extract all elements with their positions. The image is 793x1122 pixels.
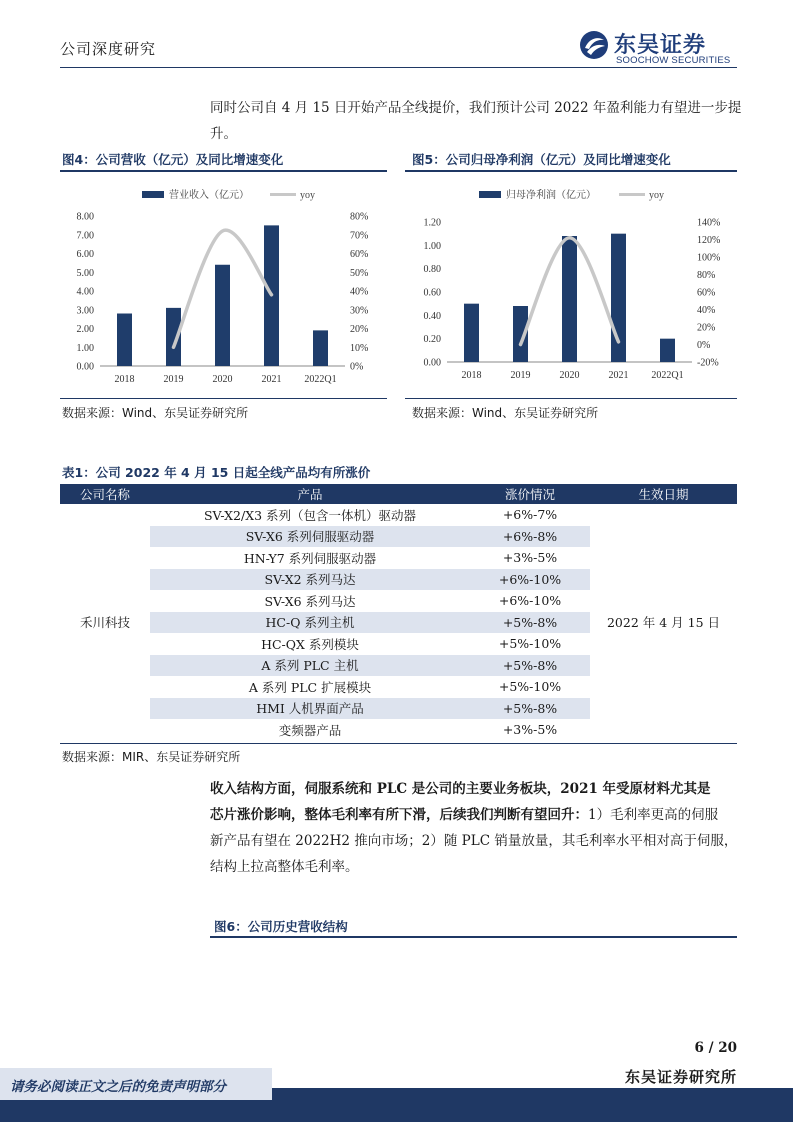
right-axis-tick-label: 60% [697, 287, 716, 299]
table1-bottom-rule [60, 743, 737, 744]
figure4-bottom-rule [60, 398, 387, 399]
figure4-top-rule [60, 170, 387, 172]
header-section-label: 公司深度研究 [60, 40, 157, 58]
left-axis-tick-label: 0.80 [423, 264, 441, 276]
price-change-cell: +5%-10% [498, 636, 562, 652]
right-axis-tick-label: 140% [697, 217, 721, 229]
left-axis-tick-label: 0.00 [423, 357, 441, 369]
logo-mark-icon [578, 30, 612, 62]
right-axis-tick-label: 40% [350, 286, 369, 298]
page-number: 6 / 20 [694, 1040, 737, 1056]
left-axis-tick-label: 0.60 [423, 287, 441, 299]
product-cell: A 系列 PLC 扩展模块 [248, 679, 372, 695]
left-axis-tick-label: 2.00 [76, 324, 94, 335]
table-row [60, 504, 737, 526]
body-line-2-normal: 1）毛利率更高的伺服 [588, 807, 719, 823]
right-axis-tick-label: 50% [350, 267, 369, 279]
left-axis-tick-label: 4.00 [76, 286, 94, 298]
right-axis-tick-label: 10% [350, 342, 369, 354]
left-axis-tick-label: 5.00 [76, 267, 94, 279]
logo-chinese-name: 东吴证券 [614, 33, 707, 58]
left-axis-tick-label: 0.00 [76, 361, 94, 373]
header-divider [60, 67, 737, 68]
right-axis-tick-label: 0% [697, 340, 711, 351]
bar [464, 304, 479, 362]
table-body [60, 504, 737, 741]
right-axis-tick-label: 80% [350, 211, 369, 223]
x-axis-tick-label: 2020 [559, 370, 580, 381]
left-axis-tick-label: 0.40 [423, 310, 441, 322]
product-cell: SV-X6 系列马达 [264, 593, 356, 609]
legend-bar-label: 营业收入（亿元） [169, 190, 249, 201]
price-change-cell: +5%-10% [498, 679, 562, 695]
x-axis-tick-label: 2019 [163, 374, 184, 385]
table-header-row [60, 484, 737, 504]
table1-source: 数据来源：MIR、东吴证券研究所 [62, 750, 241, 764]
legend-bar-swatch [479, 191, 501, 198]
right-axis-tick-label: 30% [350, 305, 369, 317]
right-axis-tick-label: 20% [697, 322, 716, 334]
product-cell: 变频器产品 [278, 722, 342, 738]
x-axis-tick-label: 2021 [608, 370, 629, 381]
header-company: 公司名称 [60, 484, 150, 504]
x-axis-tick-label: 2018 [461, 370, 482, 381]
price-change-cell: +3%-5% [502, 550, 558, 566]
x-axis-tick-label: 2018 [114, 374, 135, 385]
x-axis-tick-label: 2022Q1 [304, 374, 337, 385]
figure4-title: 图4：公司营收（亿元）及同比增速变化 [62, 152, 284, 167]
body-line-1: 收入结构方面，伺服系统和 PLC 是公司的主要业务板块，2021 年受原材料尤其是 [210, 781, 711, 797]
price-change-cell: +6%-8% [470, 526, 590, 548]
x-axis-tick-label: 2020 [212, 374, 233, 385]
price-change-cell: +3%-5% [502, 722, 558, 738]
header-price-change: 涨价情况 [470, 484, 590, 504]
right-axis-tick-label: 70% [350, 230, 369, 242]
bar [660, 339, 675, 362]
bar [562, 236, 577, 362]
right-axis-tick-label: 100% [697, 252, 721, 264]
right-axis-tick-label: 20% [350, 324, 369, 335]
bar [117, 314, 132, 367]
figure5-bottom-rule [405, 398, 737, 399]
net-profit-chart [405, 174, 737, 394]
right-axis-tick-label: -20% [697, 357, 719, 369]
body-line-4: 结构上拉高整体毛利率。 [210, 859, 359, 875]
chart-legend [142, 188, 315, 201]
right-axis-tick-label: 0% [350, 361, 364, 373]
legend-line-label: yoy [300, 190, 315, 201]
figure6-title: 图6：公司历史营收结构 [214, 919, 348, 934]
left-axis-tick-label: 1.00 [423, 240, 441, 252]
right-axis-tick-label: 40% [697, 305, 716, 316]
right-axis-tick-label: 60% [350, 249, 369, 260]
figure4-source: 数据来源：Wind、东吴证券研究所 [62, 406, 249, 420]
product-cell: HMI 人机界面产品 [150, 698, 470, 720]
x-axis-tick-label: 2019 [510, 370, 531, 381]
product-cell: HC-Q 系列主机 [150, 612, 470, 634]
footer-disclaimer: 请务必阅读正文之后的免责声明部分 [10, 1079, 226, 1095]
body-line-3: 新产品有望在 2022H2 推向市场；2）随 PLC 销量放量，其毛利率水平相对高于伺服， [210, 833, 738, 849]
product-cell: A 系列 PLC 主机 [150, 655, 470, 677]
figure5-title: 图5：公司归母净利润（亿元）及同比增速变化 [412, 152, 671, 167]
brand-logo [578, 30, 738, 64]
legend-line-label: yoy [649, 190, 664, 201]
price-increase-table [60, 484, 737, 741]
body-line-2 [210, 802, 740, 828]
intro-paragraph [210, 95, 740, 147]
price-change-cell: +5%-8% [470, 612, 590, 634]
left-axis-tick-label: 8.00 [76, 211, 94, 223]
price-change-cell: +5%-8% [470, 698, 590, 720]
figure5-top-rule [405, 170, 737, 172]
right-axis-tick-label: 120% [697, 235, 721, 246]
revenue-chart [60, 174, 387, 394]
company-cell: 禾川科技 [79, 615, 130, 631]
left-axis-tick-label: 1.20 [423, 217, 441, 229]
right-axis-tick-label: 80% [697, 270, 716, 281]
legend-bar-swatch [142, 191, 164, 198]
intro-line-2: 升。 [210, 126, 237, 142]
price-change-cell: +5%-8% [470, 655, 590, 677]
figure5-source: 数据来源：Wind、东吴证券研究所 [412, 406, 599, 420]
bar [215, 265, 230, 366]
table1-title: 表1：公司 2022 年 4 月 15 日起全线产品均有所涨价 [62, 465, 371, 480]
product-cell: HC-QX 系列模块 [261, 636, 359, 652]
left-axis-tick-label: 3.00 [76, 305, 94, 317]
legend-bar-label: 归母净利润（亿元） [506, 190, 596, 201]
header-effective-date: 生效日期 [590, 484, 737, 504]
revenue-structure-paragraph [210, 776, 740, 880]
footer-disclaimer-tag [0, 1068, 272, 1100]
figure6-top-rule [210, 936, 737, 938]
product-cell: SV-X6 系列伺服驱动器 [150, 526, 470, 548]
intro-line-1: 同时公司自 4 月 15 日开始产品全线提价，我们预计公司 2022 年盈利能力有望进一步提 [210, 100, 742, 116]
price-change-cell: +6%-10% [470, 569, 590, 591]
logo-english-name: SOOCHOW SECURITIES [616, 55, 731, 66]
x-axis-tick-label: 2021 [261, 374, 282, 385]
effective-date-cell: 2022 年 4 月 15 日 [606, 615, 721, 631]
left-axis-tick-label: 0.20 [423, 334, 441, 346]
price-change-cell: +6%-7% [502, 507, 558, 523]
product-cell: SV-X2 系列马达 [150, 569, 470, 591]
x-axis-tick-label: 2022Q1 [651, 370, 684, 381]
left-axis-tick-label: 6.00 [76, 249, 94, 260]
left-axis-tick-label: 1.00 [76, 342, 94, 354]
header-product: 产品 [150, 484, 470, 504]
product-cell: HN-Y7 系列伺服驱动器 [243, 550, 377, 566]
price-change-cell: +6%-10% [498, 593, 562, 609]
product-cell: SV-X2/X3 系列（包含一体机）驱动器 [203, 507, 417, 523]
footer-org-name: 东吴证券研究所 [624, 1068, 737, 1086]
left-axis-tick-label: 7.00 [76, 230, 94, 242]
body-line-2-bold: 芯片涨价影响，整体毛利率有所下滑，后续我们判断有望回升： [210, 807, 588, 823]
bar [313, 330, 328, 366]
chart-legend [479, 188, 664, 201]
